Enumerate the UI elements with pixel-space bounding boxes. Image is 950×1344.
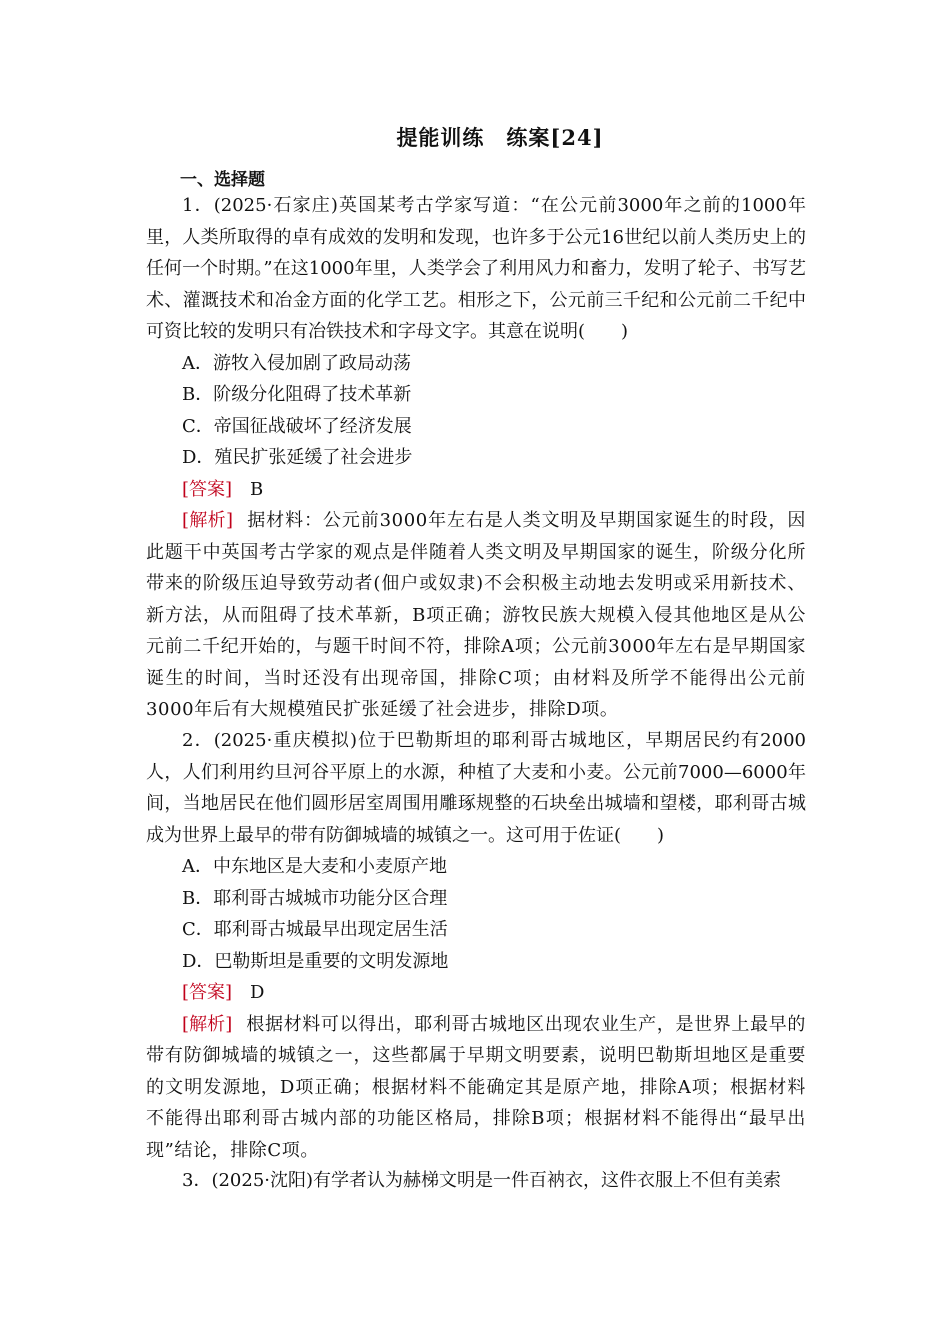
analysis-text: 据材料：公元前3000年左右是人类文明及早期国家诞生的时段，因此题干中英国考古学家的观点是伴随着人类文明及早期国家的诞生，阶级分化所带来的阶级压迫导致劳动者(佃户或奴隶)不会积极主动地去发明或采用新技术、新方法，从而阻碍了技术革新，B项正确；游牧民族大规模入侵其他地区是从公元前二千纪开始的，与题干时间不符，排除A项；公元前3000年左右是早期国家诞生的时间，当时还没有出现帝国，排除C项；由材料及所学不能得出公元前3000年后有大规模殖民扩张延缓了社会进步，排除D项。 (146, 510, 806, 720)
question-stem: 2．(2025·重庆模拟)位于巴勒斯坦的耶利哥古城地区，早期居民约有2000人，人们利用约旦河谷平原上的水源，种植了大麦和小麦。公元前7000—6000年间，当地居民在他们圆形居室周围用雕琢规整的石块垒出城墙和望楼，耶利哥古城成为世界上最早的带有防御城墙的城镇之一。这可用于佐证( ) (146, 730, 806, 846)
analysis-tag: [解析] (182, 510, 233, 531)
option-a: A．中东地区是大麦和小麦原产地 (182, 856, 447, 877)
question-stem: 1．(2025·石家庄)英国某考古学家写道：“在公元前3000年之前的1000年里，人类所取得的卓有成效的发明和发现，也许多于公元16世纪以前人类历史上的任何一个时期。”在这1000年里，人类学会了利用风力和畜力，发明了轮子、书写艺术、灌溉技术和冶金方面的化学工艺。相形之下，公元前三千纪和公元前二千纪中可资比较的发明只有冶铁技术和字母文字。其意在说明( ) (146, 195, 806, 342)
question-2 (146, 725, 806, 1166)
option-d: D．殖民扩张延缓了社会进步 (182, 447, 413, 468)
answer-tag: [答案] (182, 478, 233, 500)
section-heading: 一、选择题 (180, 170, 265, 190)
option-c: C．耶利哥古城最早出现定居生活 (182, 919, 448, 940)
analysis-tag: [解析] (182, 1013, 233, 1035)
question-stem: 3．(2025·沈阳)有学者认为赫梯文明是一件百衲衣，这件衣服上不但有美索 (182, 1170, 782, 1191)
answer-line (146, 474, 806, 506)
analysis-paragraph (146, 505, 806, 726)
analysis-text: 根据材料可以得出，耶利哥古城地区出现农业生产，是世界上最早的带有防御城墙的城镇之一，这些都属于早期文明要素，说明巴勒斯坦地区是重要的文明发源地，D项正确；根据材料不能确定其是原产地，排除A项；根据材料不能得出耶利哥古城内部的功能区格局，排除B项；根据材料不能得出“最早出现”结论，排除C项。 (146, 1013, 807, 1161)
answer-tag: [答案] (182, 982, 233, 1003)
option-b: B．阶级分化阻碍了技术革新 (182, 384, 412, 405)
question-1 (146, 190, 806, 726)
answer-line (146, 977, 806, 1009)
option-a: A．游牧入侵加剧了政局动荡 (182, 352, 411, 374)
option-d: D．巴勒斯坦是重要的文明发源地 (182, 950, 449, 972)
page-title: 提能训练 练案[24] (396, 125, 604, 150)
answer-value: D (250, 982, 265, 1003)
question-3 (146, 1165, 806, 1197)
option-b: B．耶利哥古城城市功能分区合理 (182, 887, 448, 909)
analysis-paragraph (146, 1009, 806, 1167)
answer-value: B (250, 478, 264, 500)
option-c: C．帝国征战破坏了经济发展 (182, 415, 412, 437)
